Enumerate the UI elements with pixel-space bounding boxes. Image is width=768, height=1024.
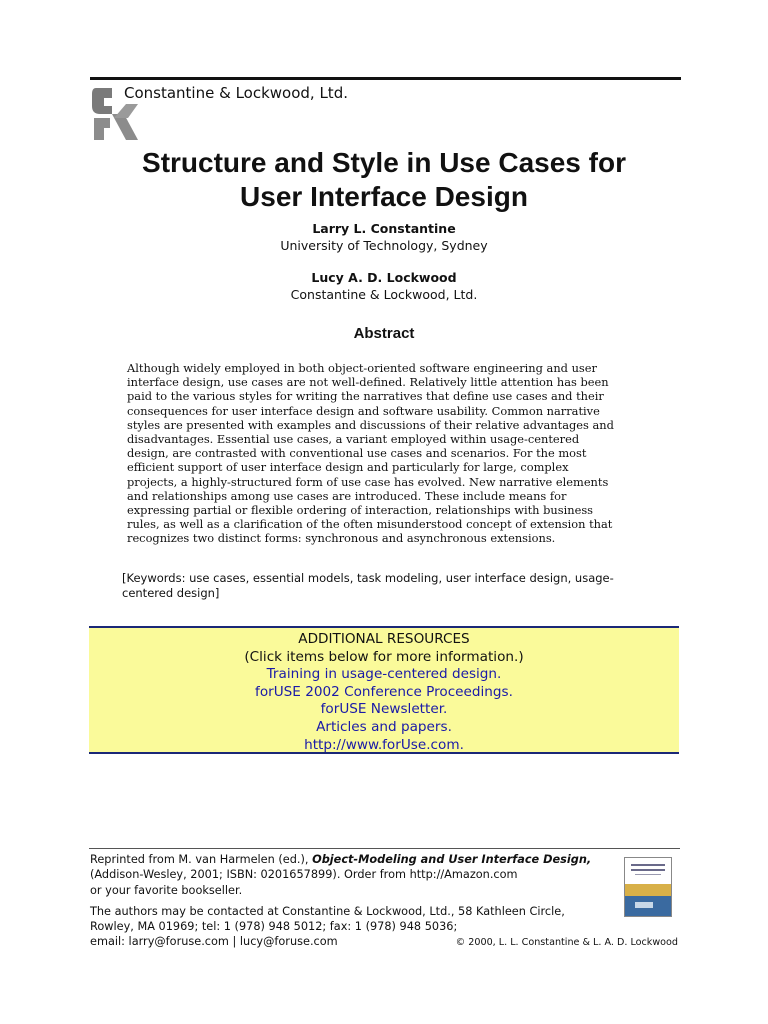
abstract-line: recognizes two distinct forms: synchronous and asynchronous extensions. xyxy=(127,531,556,546)
reprint-line-2: (Addison-Wesley, 2001; ISBN: 0201657899). Order from http://Amazon.com xyxy=(90,868,518,882)
footer-rule xyxy=(89,848,680,849)
copyright: © 2000, L. L. Constantine & L. A. D. Lockwood xyxy=(455,937,678,948)
keywords xyxy=(122,571,644,601)
reprint-line-3: or your favorite bookseller. xyxy=(90,883,243,897)
author-name: Larry L. Constantine xyxy=(312,221,456,236)
abstract-line: design, are contrasted with conventional use cases and scenarios. For the most xyxy=(127,446,587,461)
author-1 xyxy=(60,221,708,253)
reprint-prefix: Reprinted from M. van Harmelen (ed.), xyxy=(90,853,313,866)
book-title: Object-Modeling and User Interface Design, xyxy=(312,853,592,866)
contact-line: The authors may be contacted at Constantine & Lockwood, Ltd., 58 Kathleen Circle, xyxy=(90,904,565,918)
book-cover-image[interactable] xyxy=(624,857,672,917)
author-name: Lucy A. D. Lockwood xyxy=(311,270,457,285)
author-affiliation: Constantine & Lockwood, Ltd. xyxy=(290,287,478,302)
title-line-2: User Interface Design xyxy=(240,181,528,212)
abstract-line: styles are presented with examples and discussions of their relative advantages and xyxy=(127,417,614,432)
abstract-line: disadvantages. Essential use cases, a variant employed within usage-centered xyxy=(127,432,580,447)
conference-proceedings-link[interactable]: forUSE 2002 Conference Proceedings. xyxy=(255,683,513,700)
reprint-line-1 xyxy=(90,852,680,867)
abstract-heading: Abstract xyxy=(353,325,415,342)
contact-line: email: larry@foruse.com | lucy@foruse.com xyxy=(90,935,338,949)
articles-link[interactable]: Articles and papers. xyxy=(316,718,452,735)
newsletter-link[interactable]: forUSE Newsletter. xyxy=(320,701,448,718)
training-link[interactable]: Training in usage-centered design. xyxy=(266,666,502,683)
header-rule xyxy=(90,77,681,80)
author-affiliation: University of Technology, Sydney xyxy=(280,238,488,253)
abstract-line: and relationships among use cases are introduced. These include means for xyxy=(127,488,567,503)
keywords-line: [Keywords: use cases, essential models, task modeling, user interface design, usage- xyxy=(122,571,614,585)
abstract-line: efficient support of user interface design and particularly for large, complex xyxy=(127,460,569,475)
author-2 xyxy=(60,270,708,302)
abstract-line: paid to the various styles for writing the narratives that define use cases and their xyxy=(127,389,604,404)
abstract-line: expressing partial or flexible ordering of interaction, relationships with business xyxy=(127,503,594,518)
abstract-line: interface design, use cases are not well-defined. Relatively little attention has been xyxy=(127,375,609,390)
resources-subtitle: (Click items below for more information.) xyxy=(244,648,524,665)
resources-title: ADDITIONAL RESOURCES xyxy=(298,631,470,647)
abstract-line: projects, a highly-structured form of use case has evolved. New narrative elements xyxy=(127,474,609,489)
additional-resources-box xyxy=(89,626,679,754)
title-line-1: Structure and Style in Use Cases for xyxy=(142,147,626,178)
paper-title xyxy=(60,146,708,214)
abstract-line: Although widely employed in both object-oriented software engineering and user xyxy=(127,361,597,375)
abstract-line: consequences for user interface design and software usability. Common narrative xyxy=(127,403,600,418)
abstract-line: rules, as well as a clarification of the often misunderstood concept of extension that xyxy=(127,517,613,532)
contact-line: Rowley, MA 01969; tel: 1 (978) 948 5012; fax: 1 (978) 948 5036; xyxy=(90,920,458,934)
company-name: Constantine & Lockwood, Ltd. xyxy=(124,84,348,102)
website-link[interactable]: http://www.forUse.com. xyxy=(304,736,464,753)
abstract-body xyxy=(127,361,642,546)
keywords-line: centered design] xyxy=(122,586,220,600)
footer xyxy=(90,852,680,950)
